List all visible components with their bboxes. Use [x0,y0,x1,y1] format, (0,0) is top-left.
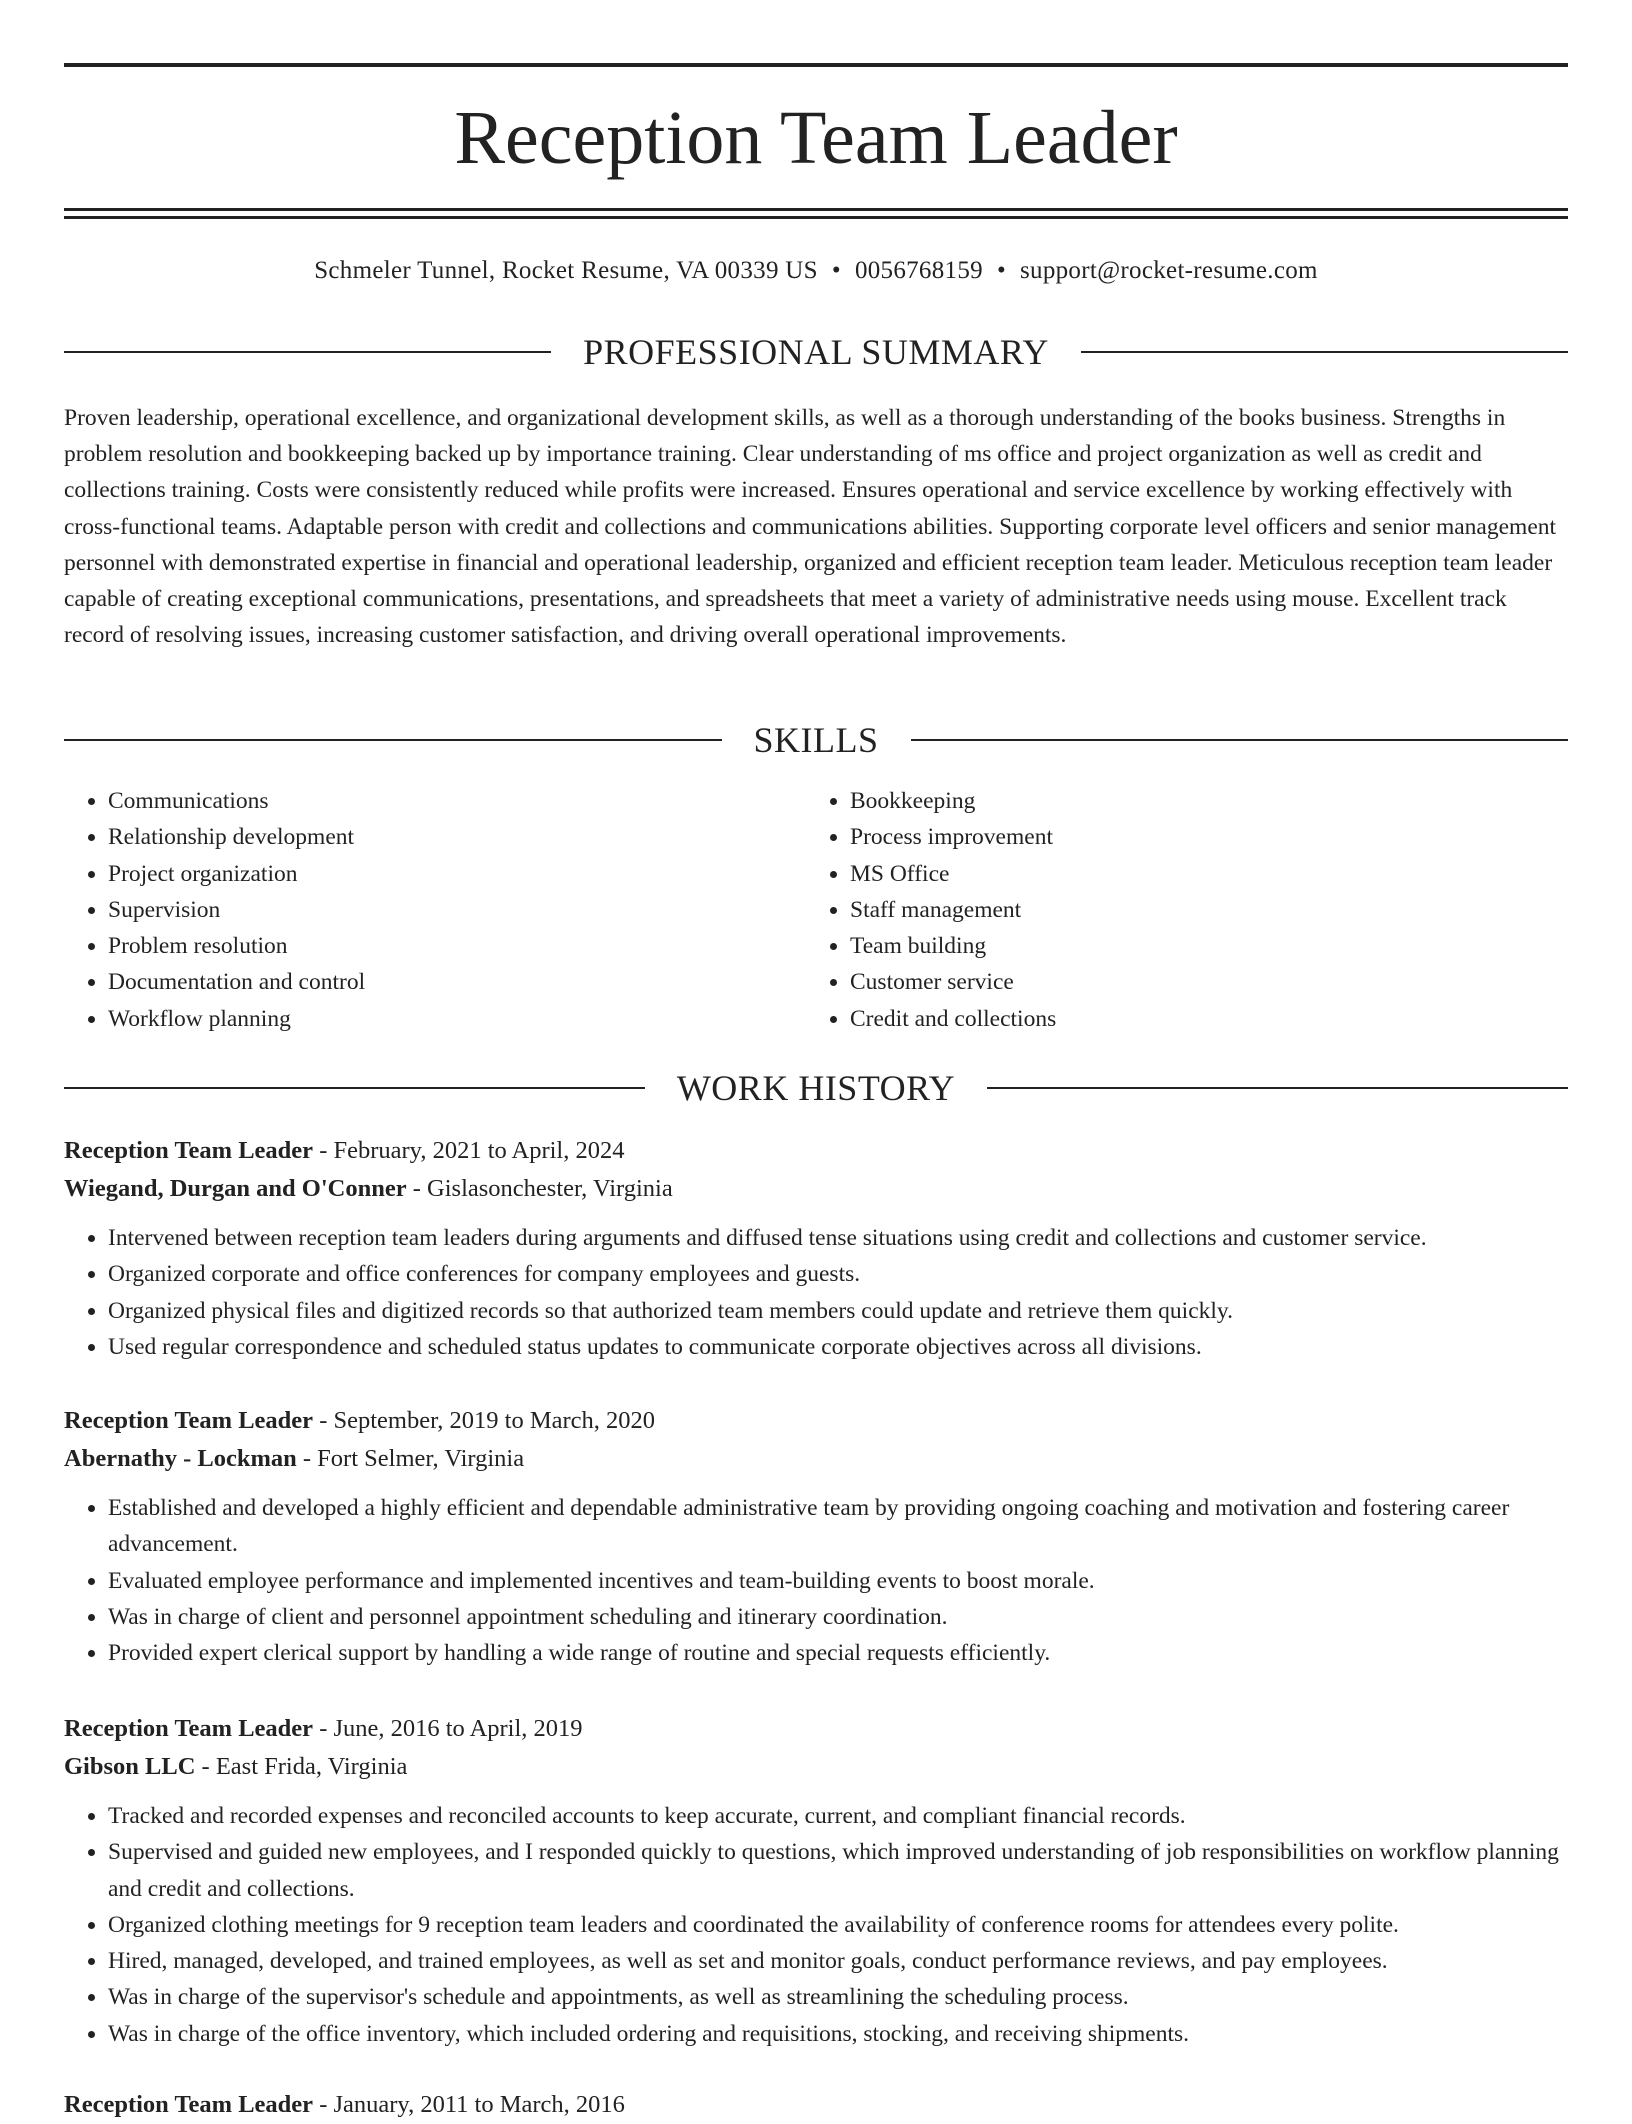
skill-item: • Bookkeeping [850,783,1548,819]
contact-address: Schmeler Tunnel, Rocket Resume, VA 00339 US [314,257,818,284]
job-entry [64,1402,1568,1671]
skill-item: • Credit and collections [850,1001,1548,1037]
job-title-line [64,1132,1568,1170]
job-bullet: • Organized clothing meetings for 9 reception team leaders and coordinated the availability of conference rooms for attendees every polite. [108,1907,1568,1943]
page-title: Reception Team Leader [454,96,1178,180]
contact-line [64,255,1568,287]
skill-item: • Customer service [850,964,1548,1000]
section-header-skills [64,718,1568,762]
section-rule [64,1087,645,1089]
job-title: Reception Team Leader [64,2091,314,2118]
job-company-line [64,1748,1568,1786]
skills-column-left [64,783,806,1037]
job-title-line [64,1710,1568,1748]
skill-item: • Relationship development [108,819,806,855]
job-title: Reception Team Leader [64,1137,314,1164]
job-bullets [64,1220,1568,1365]
skill-item: • Team building [850,928,1548,964]
summary-text: Proven leadership, operational excellence, and organizational development skills, as well as a thorough understanding of the books business. Strengths in problem resolution and bookkeeping backed up by importance training. Clear understanding of ms office and project organization as well as credit and collections training. Costs were consistently reduced while profits were increased. Ensures operational and service excellence by working effectively with cross-functional teams. Adaptable person with credit and collections and communications abilities. Supporting corporate level officers and senior management personnel with demonstrated expertise in financial and operational leadership, organized and efficient reception team leader. Meticulous reception team leader capable of creating exceptional communications, presentations, and spreadsheets that meet a variety of administrative needs using mouse. Excellent track record of resolving issues, increasing customer satisfaction, and driving overall operational improvements. [64,405,1557,649]
section-title: SKILLS [753,720,879,760]
job-location: - Gislasonchester, Virginia [406,1175,673,1202]
job-company: Abernathy - Lockman [64,1445,297,1472]
skill-item: • Workflow planning [108,1001,806,1037]
skills-list [64,783,1568,1037]
section-header-summary [64,330,1568,374]
skill-item: • Supervision [108,892,806,928]
job-company: Wiegand, Durgan and O'Conner [64,1175,407,1202]
job-bullet: • Hired, managed, developed, and trained employees, as well as set and monitor goals, conduct performance reviews, and pay employees. [108,1943,1568,1979]
job-bullets [64,1490,1568,1671]
section-rule [987,1087,1568,1089]
skill-item: • Problem resolution [108,928,806,964]
job-bullet: • Intervened between reception team leaders during arguments and diffused tense situations using credit and collections and customer service. [108,1220,1568,1256]
job-dates: - February, 2021 to April, 2024 [313,1137,625,1164]
contact-email: support@rocket-resume.com [1020,257,1318,284]
skill-item: • Process improvement [850,819,1548,855]
job-bullet: • Was in charge of the supervisor's schedule and appointments, as well as streamlining the scheduling process. [108,1979,1568,2015]
section-rule [1081,351,1568,353]
job-bullet: • Evaluated employee performance and implemented incentives and team-building events to boost morale. [108,1563,1568,1599]
job-bullet: • Used regular correspondence and scheduled status updates to communicate corporate objectives across all divisions. [108,1329,1568,1365]
skill-item: • Documentation and control [108,964,806,1000]
skill-item: • MS Office [850,856,1548,892]
job-title: Reception Team Leader [64,1715,314,1742]
contact-separator: • [996,257,1006,284]
skill-item: • Project organization [108,856,806,892]
job-title: Reception Team Leader [64,1407,314,1434]
job-bullet: • Organized corporate and office conferences for company employees and guests. [108,1256,1568,1292]
job-company-line [64,1170,1568,1208]
skills-column-right [806,783,1548,1037]
job-bullet: • Established and developed a highly efficient and dependable administrative team by providing ongoing coaching and motivation and fostering career advancement. [108,1490,1568,1563]
section-title: PROFESSIONAL SUMMARY [583,332,1049,372]
job-bullet: • Organized physical files and digitized records so that authorized team members could update and retrieve them quickly. [108,1293,1568,1329]
header-double-rule [64,208,1568,219]
job-bullet: • Was in charge of the office inventory, which included ordering and requisitions, stocking, and receiving shipments. [108,2016,1568,2052]
job-title-line [64,1402,1568,1440]
job-entry [64,1710,1568,2052]
job-title-line [64,2086,1568,2124]
skill-item: • Staff management [850,892,1548,928]
job-dates: - June, 2016 to April, 2019 [313,1715,583,1742]
header-top-rule [64,63,1568,67]
job-dates: - September, 2019 to March, 2020 [313,1407,656,1434]
contact-separator: • [831,257,841,284]
job-location: - Fort Selmer, Virginia [296,1445,525,1472]
section-rule [64,739,722,741]
section-rule [911,739,1569,741]
job-entry [64,2086,1568,2124]
job-company-line [64,1440,1568,1478]
job-bullets [64,1798,1568,2052]
job-bullet: • Was in charge of client and personnel appointment scheduling and itinerary coordination. [108,1599,1568,1635]
job-bullet: • Supervised and guided new employees, and I responded quickly to questions, which improved understanding of job responsibilities on workflow planning and credit and collections. [108,1834,1568,1907]
job-bullet: • Provided expert clerical support by handling a wide range of routine and special requests efficiently. [108,1635,1568,1671]
job-dates: - January, 2011 to March, 2016 [313,2091,625,2118]
job-entry [64,1132,1568,1365]
job-location: - East Frida, Virginia [195,1753,408,1780]
contact-phone: 0056768159 [854,257,983,284]
section-title: WORK HISTORY [676,1068,956,1108]
section-header-work-history [64,1066,1568,1110]
job-company: Gibson LLC [64,1753,196,1780]
job-bullet: • Tracked and recorded expenses and reconciled accounts to keep accurate, current, and compliant financial records. [108,1798,1568,1834]
skill-item: • Communications [108,783,806,819]
section-rule [64,351,551,353]
